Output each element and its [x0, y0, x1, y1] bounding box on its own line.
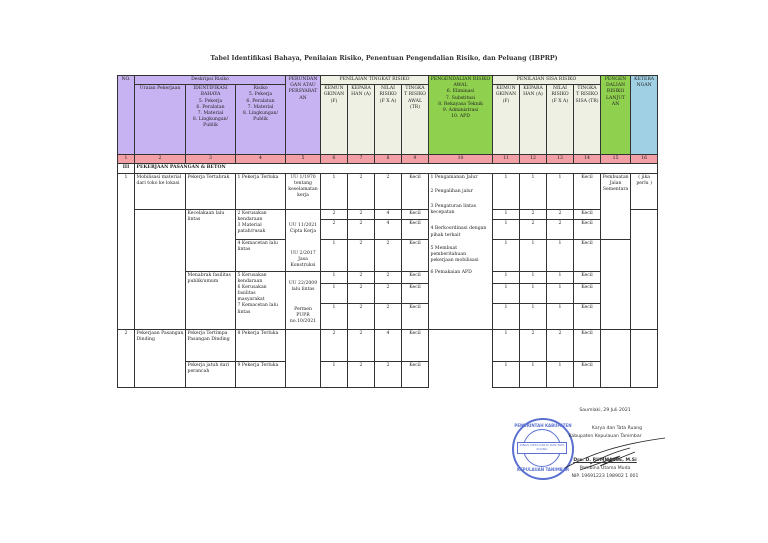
sisa-kemungkinan: 1: [493, 219, 520, 239]
header-perundangan: PERUNDAN GAN ATAU PERSYARAT AN: [286, 76, 321, 155]
tingkat-risiko: Kecil: [402, 271, 429, 283]
section-code: III: [118, 164, 135, 173]
risiko-item: 7. Material: [247, 104, 274, 110]
pengendalian-item: 8. Rekayasa Teknik: [438, 101, 483, 107]
sisa-kemungkinan: 1: [493, 361, 520, 387]
sisa-keparahan: 1: [520, 303, 547, 329]
uraian-pekerjaan: Mobilisasi material dari toko ke lokasi: [135, 173, 186, 209]
uraian-pekerjaan: Pekerjaan Pasangan Dinding: [135, 329, 186, 387]
sisa-kemungkinan: 1: [493, 303, 520, 329]
header-tingkat-risiko-awal: TINGKA T RISIKO AWAL (TR): [402, 85, 429, 155]
nilai-risiko: 2: [375, 271, 402, 283]
pengendalian-1: 1 Pengamanan Jalur: [430, 174, 478, 180]
sisa-tingkat-risiko: Kecil: [574, 173, 601, 209]
header-identifikasi-bahaya: [186, 85, 236, 155]
header-penilaian-sisa-risiko: PENILAIAN SISA RISIKO: [493, 76, 601, 85]
sisa-kemungkinan: 1: [493, 329, 520, 361]
col-num: 15: [601, 155, 631, 164]
peraturan-item: UU 11/2021 Cipta Kerja: [288, 222, 318, 234]
sisa-tingkat-risiko: Kecil: [574, 219, 601, 239]
col-num: 10: [429, 155, 493, 164]
sisa-nilai-risiko: 1: [547, 271, 574, 283]
header-pengendalian-lanjutan: PENGEN DALIAN RISIKO LANJUT AN: [601, 76, 631, 155]
col-num: 4: [236, 155, 286, 164]
sisa-tingkat-risiko: Kecil: [574, 209, 601, 219]
nilai-risiko: 2: [375, 303, 402, 329]
col-num: 12: [520, 155, 547, 164]
risiko-title: Risiko: [253, 86, 268, 92]
document-title: Tabel Identifikasi Bahaya, Penilaian Risiko, Penentuan Pengendalian Risiko, dan Peluang (IBPRP): [210, 55, 558, 62]
keparahan: 2: [348, 283, 375, 303]
sisa-nilai-risiko: 1: [547, 239, 574, 271]
col-num: 3: [186, 155, 236, 164]
header-keterangan: KETERA NGAN: [631, 76, 658, 155]
identifikasi-item: 8. Lingkungan/ Publik: [192, 117, 229, 129]
identifikasi-bahaya: Menabrak fasilitas publik/umum: [186, 271, 236, 329]
table-row: [118, 361, 658, 387]
peraturan-item: Permen PUPR no.10/2021: [289, 306, 317, 325]
keparahan: 2: [348, 239, 375, 271]
nilai-risiko: 4: [375, 209, 402, 219]
identifikasi-bahaya: Pekerja Tertabrak: [186, 173, 236, 209]
header-risiko: [236, 85, 286, 155]
pengendalian-item: 6. Eliminasi: [446, 89, 475, 95]
sisa-keparahan: 1: [520, 361, 547, 387]
nilai-risiko: 2: [375, 361, 402, 387]
risiko-item: 2 Kerusakan kendaraan: [237, 210, 267, 222]
sisa-nilai-risiko: 1: [547, 303, 574, 329]
sisa-kemungkinan: 1: [493, 173, 520, 209]
identifikasi-title: IDENTIFIKASI BAHAYA: [193, 86, 228, 98]
header-row-2: [118, 85, 658, 155]
col-num: 8: [375, 155, 402, 164]
signatory-nip: NIP. 19691223 198902 1 001: [571, 474, 639, 479]
sisa-tingkat-risiko: Kecil: [574, 329, 601, 361]
col-num: 5: [286, 155, 321, 164]
peraturan: [286, 329, 321, 387]
sisa-nilai-risiko: 1: [547, 283, 574, 303]
sisa-nilai-risiko: 2: [547, 219, 574, 239]
sisa-keparahan: 1: [520, 173, 547, 209]
sisa-nilai-risiko: 2: [547, 209, 574, 219]
office-line-1: Karya dan Tata Ruang: [591, 426, 643, 431]
col-num: 6: [321, 155, 348, 164]
identifikasi-item: 5. Pekerja: [198, 98, 223, 104]
sisa-keparahan: 2: [520, 219, 547, 239]
peraturan: [286, 271, 321, 329]
identifikasi-item: 6. Peralatan: [196, 104, 225, 110]
sisa-kemungkinan: 1: [493, 239, 520, 271]
tingkat-risiko: Kecil: [402, 209, 429, 219]
col-num: 16: [631, 155, 658, 164]
pengendalian-lanjutan: Pembuatan Jalan Sementara: [601, 173, 631, 239]
keterangan: [631, 329, 658, 387]
stamp-band-text: DINAS CIPTA KARYA DAN TATA RUANG: [517, 442, 567, 454]
table-row: [118, 209, 658, 219]
risiko-item: 5. Pekerja: [248, 92, 273, 98]
kemungkinan: 2: [321, 209, 348, 219]
risiko-item: 8. Lingkungan/ Publik: [242, 110, 279, 123]
col-num: 11: [493, 155, 520, 164]
kemungkinan: 1: [321, 271, 348, 283]
kemungkinan: 1: [321, 303, 348, 329]
office-line-2: Kabupaten Kepulauan Tanimbar: [568, 434, 642, 439]
risiko: 9 Pekerja Terluka: [236, 361, 286, 387]
tingkat-risiko: Kecil: [402, 329, 429, 361]
table-row: [118, 329, 658, 361]
sisa-nilai-risiko: 2: [547, 329, 574, 361]
risiko: 1 Pekerja Terluka: [236, 173, 286, 209]
keparahan: 2: [348, 271, 375, 283]
sisa-nilai-risiko: 1: [547, 361, 574, 387]
signatory-name: Drs. D. RUMMASSE, M.Si: [573, 458, 637, 463]
identifikasi-item: 7. Material: [197, 110, 224, 116]
pengendalian-item: 10. APD: [451, 114, 470, 120]
identifikasi-bahaya: Pekerja jatuh dari perancah: [186, 361, 236, 387]
pengendalian-awal-title: PENGENDALIAN RISIKO AWAL: [430, 77, 491, 89]
tingkat-risiko: Kecil: [402, 173, 429, 209]
sisa-keparahan: 1: [520, 271, 547, 283]
risiko-item: 6. Peralatan: [246, 98, 275, 104]
pengendalian-2: 2 Pengalihan jalur: [430, 188, 473, 194]
keterangan: [631, 209, 658, 329]
section-label: PEKERJAAN PASANGAN & BETON: [135, 164, 658, 173]
header-uraian-pekerjaan: Uraian Pekerjaan: [135, 85, 186, 155]
nilai-risiko: 4: [375, 329, 402, 361]
pengendalian-awal-cell: [429, 329, 493, 387]
keparahan: 2: [348, 361, 375, 387]
pengendalian-awal-cell: [429, 173, 493, 329]
nilai-risiko: 2: [375, 173, 402, 209]
header-tingkat-risiko-sisa: TINGKA T RISIKO SISA (TR): [574, 85, 601, 155]
identifikasi-bahaya: Pekerja Tertimpa Pasangan Dinding: [186, 329, 236, 361]
sisa-keparahan: 2: [520, 209, 547, 219]
header-keparahan: KEPARA HAN (A): [348, 85, 375, 155]
kemungkinan: 2: [321, 219, 348, 239]
sisa-kemungkinan: 1: [493, 209, 520, 219]
sisa-tingkat-risiko: Kecil: [574, 283, 601, 303]
header-nilai-risiko: NILAI RISIKO (F X A): [375, 85, 402, 155]
keparahan: 2: [348, 303, 375, 329]
col-num: 7: [348, 155, 375, 164]
nilai-risiko: 2: [375, 283, 402, 303]
col-num: 14: [574, 155, 601, 164]
stamp-bottom-text: KEPULAUAN TANIMBAR: [516, 467, 570, 472]
kemungkinan: 2: [321, 329, 348, 361]
keterangan: ( jika perlu ): [631, 173, 658, 209]
nilai-risiko: 2: [375, 239, 402, 271]
tingkat-risiko: Kecil: [402, 239, 429, 271]
tingkat-risiko: Kecil: [402, 361, 429, 387]
risiko-item: 5 Kerusakan kendaraan: [237, 272, 267, 284]
peraturan: UU 1/1970 tentang keselamatan kerja: [286, 173, 321, 209]
risiko: 8 Pekerja Terluka: [236, 329, 286, 361]
keparahan: 2: [348, 329, 375, 361]
pengendalian-lanjutan: [601, 239, 631, 329]
risiko: [236, 271, 286, 329]
tingkat-risiko: Kecil: [402, 303, 429, 329]
peraturan: [286, 209, 321, 271]
sisa-keparahan: 1: [520, 283, 547, 303]
risiko: [236, 209, 286, 239]
header-row-1: [118, 76, 658, 85]
sisa-tingkat-risiko: Kecil: [574, 239, 601, 271]
pengendalian-lanjutan: [601, 329, 631, 387]
peraturan-item: UU 2/2017 Jasa Konstruksi: [290, 250, 316, 269]
pengendalian-5: 5 Membuat pemberitahuan pekerjaan mobilisasi: [430, 245, 479, 264]
header-sisa-keparahan: KEPARA HAN (A): [520, 85, 547, 155]
sisa-nilai-risiko: 1: [547, 173, 574, 209]
kemungkinan: 1: [321, 239, 348, 271]
section-row: [118, 164, 658, 173]
nilai-risiko: 4: [375, 219, 402, 239]
pengendalian-3: 3 Pengaturan lintas kecepatan: [430, 203, 477, 216]
sisa-kemungkinan: 1: [493, 283, 520, 303]
row-no: 2: [118, 329, 135, 387]
pengendalian-item: 7. Substitusi: [445, 95, 476, 101]
sisa-tingkat-risiko: Kecil: [574, 361, 601, 387]
col-num: 9: [402, 155, 429, 164]
header-sisa-nilai-risiko: NILAI RISIKO (F X A): [547, 85, 574, 155]
place-date: Saumlaki, 29 Juli 2021: [579, 408, 631, 413]
stamp-top-text: PEMERINTAH KABUPATEN: [514, 423, 572, 428]
column-number-row: [118, 155, 658, 164]
pengendalian-4: 4 Berkoordinasi dengan pihak terkait: [430, 226, 487, 238]
keparahan: 2: [348, 209, 375, 219]
pengendalian-item: 9. Administrasi: [442, 107, 479, 113]
header-no: NO.: [118, 76, 135, 155]
identifikasi-bahaya: Kecelakaan lalu lintas: [186, 209, 236, 271]
keparahan: 2: [348, 219, 375, 239]
signatory-rank: Pembina Utama Muda: [579, 466, 631, 471]
header-kemungkinan: KEMUN GKINAN (F): [321, 85, 348, 155]
risiko: 4 Kemacetan lalu lintas: [236, 239, 286, 271]
kemungkinan: 1: [321, 361, 348, 387]
sisa-kemungkinan: 1: [493, 271, 520, 283]
table-row: [118, 271, 658, 283]
sisa-tingkat-risiko: Kecil: [574, 271, 601, 283]
col-num: 2: [135, 155, 186, 164]
uraian-pekerjaan: [135, 209, 186, 329]
col-num: 1: [118, 155, 135, 164]
keparahan: 2: [348, 173, 375, 209]
ibprp-table: [117, 75, 658, 388]
sisa-tingkat-risiko: Kecil: [574, 303, 601, 329]
header-deskripsi-risiko: Deskripsi Risiko: [135, 76, 286, 85]
header-sisa-kemungkinan: KEMUN GKINAN (F): [493, 85, 520, 155]
kemungkinan: 1: [321, 173, 348, 209]
col-num: 13: [547, 155, 574, 164]
kemungkinan: 1: [321, 283, 348, 303]
row-no: 1: [118, 173, 135, 329]
tingkat-risiko: Kecil: [402, 219, 429, 239]
pengendalian-6: 6 Pemakaian APD: [430, 270, 472, 276]
sisa-keparahan: 2: [520, 329, 547, 361]
risiko-item: 7 Kemacetan lalu lintas: [237, 303, 278, 315]
tingkat-risiko: Kecil: [402, 283, 429, 303]
risiko-item: 3 Material patah/rusak: [237, 222, 266, 235]
peraturan-item: UU 22/2009 lalu lintas: [288, 280, 318, 292]
table-row: [118, 173, 658, 209]
sisa-keparahan: 1: [520, 239, 547, 271]
header-penilaian-tingkat-risiko: PENILAIAN TINGKAT RISIKO: [321, 76, 429, 85]
header-pengendalian-awal: [429, 76, 493, 155]
risiko-item: 6 Kerusakan fasilitas masyarakat: [237, 284, 267, 303]
